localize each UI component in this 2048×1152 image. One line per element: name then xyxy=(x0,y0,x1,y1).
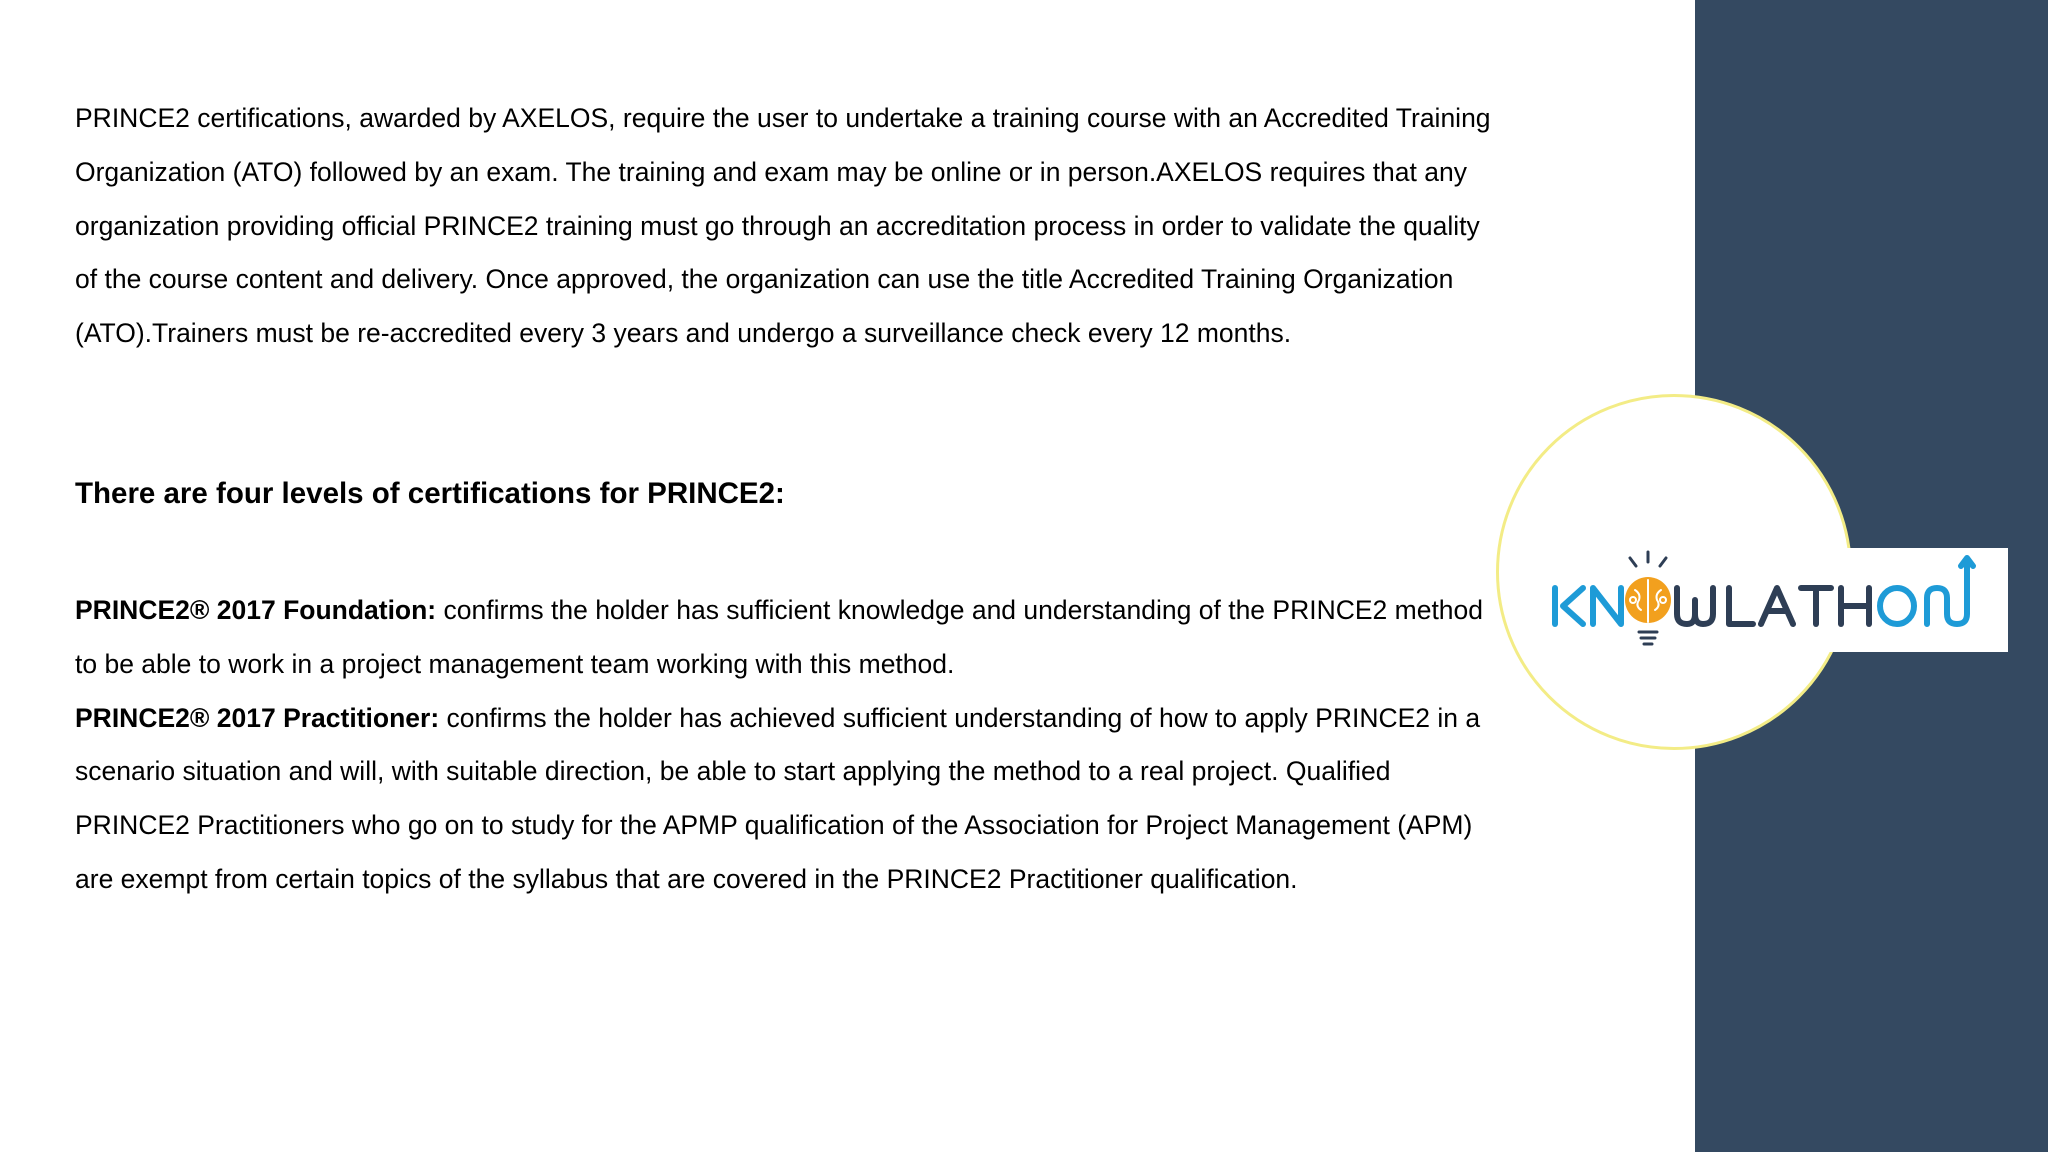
levels-heading: There are four levels of certifications for PRINCE2: xyxy=(75,477,785,510)
level-title: PRINCE2® 2017 Practitioner: xyxy=(75,702,440,733)
knowlathon-logo xyxy=(1535,548,2008,652)
intro-paragraph: PRINCE2 certifications, awarded by AXELOS, require the user to undertake a training course with an Accredited Training Organization (ATO) followed by an exam. The training and exam may be online or in person.AXELOS requires that any organization providing official PRINCE2 training must go through an accreditation process in order to validate the quality of the course content and delivery. Once approved, the organization can use the title Accredited Training Organization (ATO).Trainers must be re-accredited every 3 years and undergo a surveillance check every 12 months. xyxy=(75,103,1491,349)
levels-list xyxy=(75,584,1495,907)
knowlathon-logo-image xyxy=(1535,548,2008,652)
level-description: confirms the holder has achieved sufficient understanding of how to apply PRINCE2 in a scenario situation and will, with suitable direction, be able to start applying the method to a real project. Qualified PRINCE2 Practitioners who go on to study for the APMP qualification of the Association for Project Management (APM) are exempt from certain topics of the syllabus that are covered in the PRINCE2 Practitioner qualification. xyxy=(75,702,1481,894)
level-description: confirms the holder has sufficient knowledge and understanding of the PRINCE2 method to be able to work in a project management team working with this method. xyxy=(75,595,1484,679)
slide-content xyxy=(75,92,1495,894)
level-item-practitioner xyxy=(75,692,1495,907)
level-title: PRINCE2® 2017 Foundation: xyxy=(75,595,437,625)
level-item-foundation xyxy=(75,584,1495,692)
bulb-icon xyxy=(1625,552,1671,644)
